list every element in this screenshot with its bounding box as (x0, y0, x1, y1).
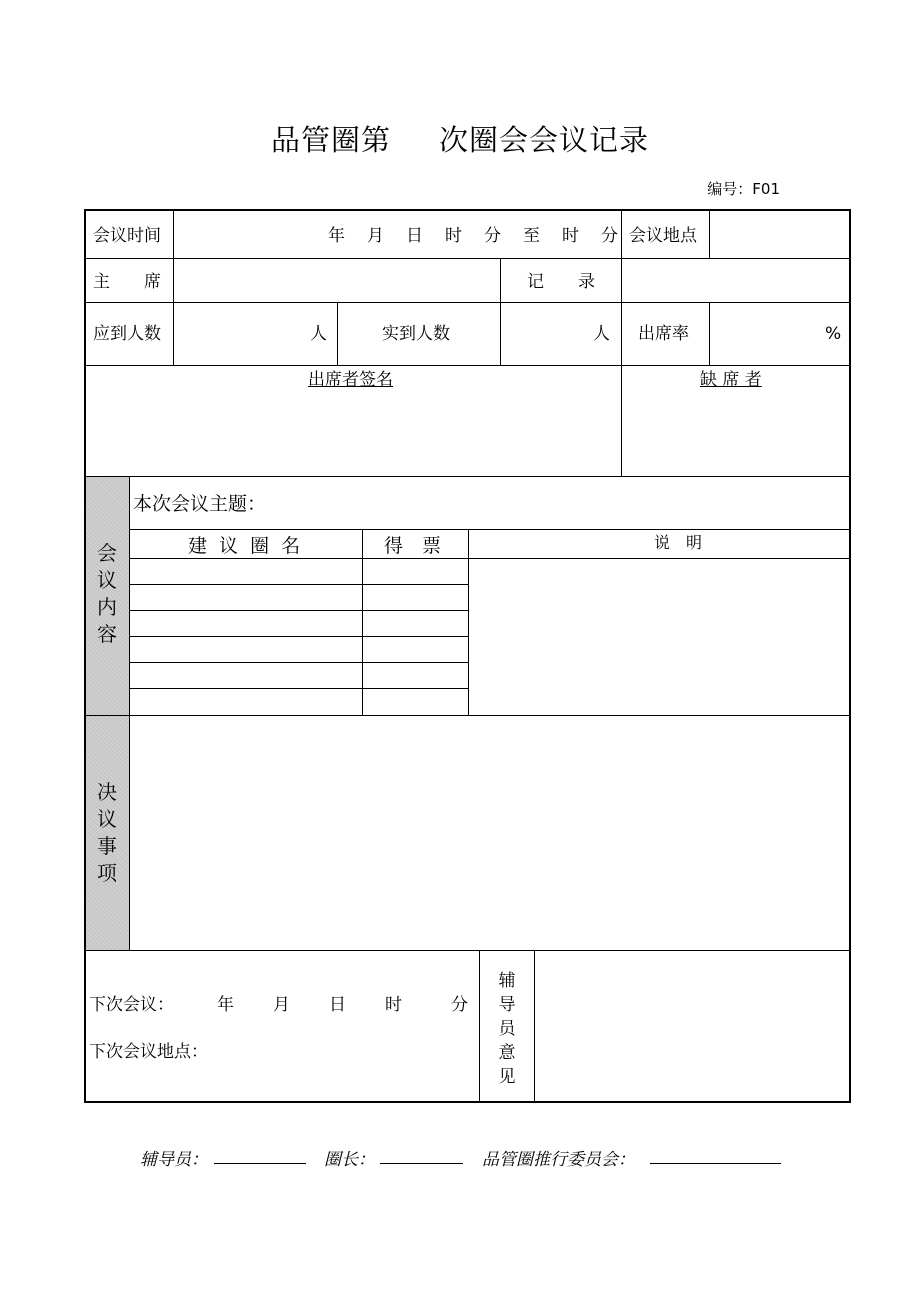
signatures-label: 出席者签名 (308, 370, 393, 390)
vote-cell-2[interactable] (363, 585, 468, 610)
next-unit-hour: 时 (385, 995, 402, 1015)
col-note: 说 明 (654, 533, 703, 552)
time-unit-minute: 分 (484, 226, 501, 246)
advisor-signature-line[interactable] (214, 1163, 306, 1164)
time-unit-to: 至 (523, 226, 540, 246)
decision-field[interactable] (130, 716, 851, 950)
col-votes: 得 票 (384, 535, 442, 557)
expected-count-label: 应到人数 (93, 324, 161, 344)
page-title (0, 118, 920, 159)
note-cell[interactable] (469, 559, 851, 715)
topic-field[interactable] (130, 477, 851, 529)
circle-name-cell-3[interactable] (130, 611, 362, 636)
title-part2: 次圈会会议记录 (439, 123, 650, 157)
next-unit-minute: 分 (451, 995, 468, 1015)
expected-count-field[interactable] (174, 303, 337, 365)
decision-side-label: 决 议 事 项 (97, 780, 117, 885)
signatures-area[interactable] (86, 366, 621, 476)
circle-name-cell-1[interactable] (130, 559, 362, 584)
time-unit-year: 年 (328, 226, 345, 246)
committee-signature-label: 品管圈推行委员会： (482, 1150, 635, 1170)
expected-count-unit: 人 (310, 324, 327, 344)
vote-cell-3[interactable] (363, 611, 468, 636)
advisor-signature-label: 辅导员： (140, 1150, 208, 1170)
vote-cell-1[interactable] (363, 559, 468, 584)
circle-name-cell-6[interactable] (130, 689, 362, 715)
advisor-opinion-label: 辅 导 员 意 见 (498, 971, 516, 1087)
circle-name-cell-2[interactable] (130, 585, 362, 610)
circle-name-cell-4[interactable] (130, 637, 362, 662)
actual-count-unit: 人 (593, 324, 610, 344)
time-unit-day: 日 (406, 226, 423, 246)
chair-field[interactable] (174, 259, 500, 302)
meeting-place-field[interactable] (710, 211, 851, 258)
meeting-place-label: 会议地点 (629, 226, 697, 246)
title-part1: 品管圈第 (270, 123, 391, 157)
actual-count-label: 实到人数 (382, 324, 450, 344)
next-unit-year: 年 (217, 995, 234, 1015)
time-unit-hour: 时 (445, 226, 462, 246)
attendance-rate-label: 出席率 (638, 324, 689, 344)
vote-cell-4[interactable] (363, 637, 468, 662)
content-side-label: 会 议 内 容 (97, 541, 117, 646)
next-place-label: 下次会议地点： (89, 1042, 208, 1062)
absent-label: 缺 席 者 (700, 370, 762, 390)
actual-count-field[interactable] (501, 303, 621, 365)
time-unit-minute2: 分 (601, 226, 618, 246)
time-unit-hour2: 时 (562, 226, 579, 246)
advisor-opinion-field[interactable] (535, 951, 851, 1103)
next-meeting-field[interactable] (86, 951, 479, 1103)
time-unit-month: 月 (367, 226, 384, 246)
leader-signature-line[interactable] (380, 1163, 463, 1164)
next-unit-month: 月 (273, 995, 290, 1015)
meeting-record-table (84, 209, 851, 1103)
form-code: 编号：F01 (707, 180, 780, 198)
topic-label: 本次会议主题： (133, 493, 267, 515)
recorder-label: 记 录 (527, 272, 595, 292)
meeting-time-field[interactable] (174, 211, 621, 258)
circle-name-cell-5[interactable] (130, 663, 362, 688)
leader-signature-label: 圈长： (324, 1150, 375, 1170)
vote-cell-6[interactable] (363, 689, 468, 715)
committee-signature-line[interactable] (650, 1163, 781, 1164)
absent-area[interactable] (622, 366, 851, 476)
next-unit-day: 日 (329, 995, 346, 1015)
next-meeting-label: 下次会议： (89, 995, 174, 1015)
col-circle-name: 建 议 圈 名 (188, 535, 304, 557)
meeting-time-label: 会议时间 (93, 226, 161, 246)
attendance-rate-field[interactable] (710, 303, 851, 365)
recorder-field[interactable] (622, 259, 851, 302)
percent-sign: % (825, 324, 842, 344)
chair-label: 主 席 (93, 272, 161, 292)
vote-cell-5[interactable] (363, 663, 468, 688)
